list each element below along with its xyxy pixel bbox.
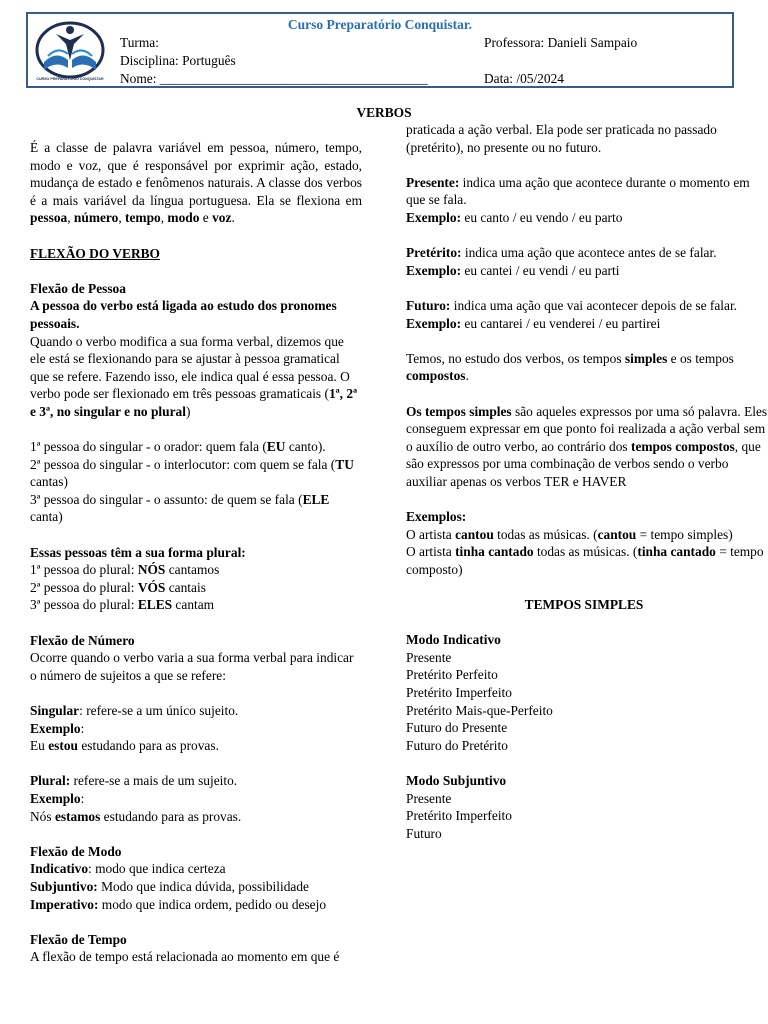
- example-composto-end: composto): [406, 561, 463, 577]
- modo-imperativo: Imperativo: modo que indica ordem, pedido ou desejo: [30, 896, 327, 912]
- subject-field: Disciplina: Português: [120, 53, 236, 68]
- pessoa-2-plural: 2ª pessoa do plural: VÓS cantais: [30, 579, 206, 595]
- section-heading-flexao: FLEXÃO DO VERBO: [30, 245, 160, 261]
- heading-modo-indicativo: Modo Indicativo: [406, 632, 501, 648]
- presente-example: Exemplo: eu canto / eu vendo / eu parto: [406, 209, 623, 225]
- examples-label: Exemplos:: [406, 509, 467, 525]
- futuro-example: Exemplo: eu cantarei / eu venderei / eu partirei: [406, 315, 661, 331]
- heading-modo-subjuntivo: Modo Subjuntivo: [406, 772, 507, 788]
- list-item: Pretérito Mais-que-Perfeito: [406, 702, 553, 718]
- list-item: Pretérito Imperfeito: [406, 808, 512, 824]
- tempo-text: A flexão de tempo está relacionada ao momento em que é: [30, 949, 340, 965]
- pessoa-3-singular: 3ª pessoa do singular - o assunto: de quem se fala (ELE canta): [30, 491, 330, 525]
- modo-indicativo: Indicativo: modo que indica certeza: [30, 861, 226, 877]
- singular-def: Singular: refere-se a um único sujeito.: [30, 703, 239, 718]
- pessoa-bold: A pessoa do verbo está ligada ao estudo dos pronomes pessoais.: [30, 298, 337, 331]
- preterito-def: Pretérito: indica uma ação que acontece antes de se falar.: [406, 245, 717, 261]
- numero-text: Ocorre quando o verbo varia a sua forma verbal para indicar o número de sujeitos a que se refere:: [30, 650, 354, 683]
- preterito-example: Exemplo: eu cantei / eu vendi / eu parti: [406, 262, 620, 278]
- pessoa-2-singular: 2ª pessoa do singular - o interlocutor: com quem se fala (TU cantas): [30, 456, 354, 490]
- right-column: [406, 121, 768, 842]
- turma-field: Turma:: [120, 35, 159, 50]
- list-item: Presente: [406, 790, 452, 806]
- plural-def: Plural: refere-se a mais de um sujeito.: [30, 773, 238, 789]
- futuro-def: Futuro: indica uma ação que vai acontecer depois de se falar.: [406, 297, 738, 313]
- tempos-simples-def: Os tempos simples são aqueles expressos por uma só palavra. Eles conseguem expressar em que ponto foi realizada a ação verbal sem o auxílio de outro verbo, ao contrário dos tempos compostos, que são expressos por uma combinação de verbos sendo o verbo auxiliar apenas os verbos TER e HAVER: [406, 403, 768, 489]
- pessoa-3-plural: 3ª pessoa do plural: ELES cantam: [30, 597, 215, 613]
- tempo-continued: praticada a ação verbal. Ela pode ser praticada no passado (pretérito), no presente ou no futuro.: [406, 122, 717, 155]
- plural-example: Nós estamos estudando para as provas.: [30, 808, 242, 824]
- date-field: Data: /05/2024: [484, 71, 564, 86]
- list-item: Pretérito Perfeito: [406, 667, 498, 683]
- heading-modo: Flexão de Modo: [30, 843, 122, 859]
- pessoa-1-plural: 1ª pessoa do plural: NÓS cantamos: [30, 562, 220, 578]
- list-item: Futuro do Presente: [406, 720, 508, 736]
- example-composto: O artista tinha cantado todas as músicas. (tinha cantado = tempo: [406, 544, 764, 560]
- modo-subjuntivo: Subjuntivo: Modo que indica dúvida, possibilidade: [30, 878, 309, 894]
- school-name: Curso Preparatório Conquistar.: [287, 17, 473, 32]
- heading-tempos-simples: TEMPOS SIMPLES: [524, 597, 644, 613]
- teacher-field: Professora: Danieli Sampaio: [484, 35, 638, 50]
- logo-lettering: CURSO PREPARATÓRIO CONQUISTAR: [36, 77, 104, 81]
- heading-tempo: Flexão de Tempo: [30, 931, 127, 947]
- heading-numero: Flexão de Número: [30, 632, 135, 648]
- name-field: Nome: ________________________________________: [120, 71, 428, 86]
- document-header: [26, 12, 734, 88]
- left-column: [30, 139, 362, 966]
- list-item: Futuro: [406, 825, 442, 841]
- plural-example-label: Exemplo:: [30, 790, 85, 806]
- heading-pessoa: Flexão de Pessoa: [30, 280, 126, 296]
- singular-example-label: Exemplo:: [30, 720, 85, 736]
- pessoa-1-singular: 1ª pessoa do singular - o orador: quem fala (EU canto).: [30, 439, 326, 455]
- list-item: Presente: [406, 649, 452, 665]
- pessoa-text: Quando o verbo modifica a sua forma verbal, dizemos que ele está se flexionando para se ajustar à pessoa gramatical que se refere. Fazendo isso, ele indica qual é essa pessoa. O verbo pode ser flexionado em três pessoas gramaticais (1ª, 2ª e 3ª, no singular e no plural): [30, 333, 358, 419]
- heading-plural-forms: Essas pessoas têm a sua forma plural:: [30, 544, 246, 560]
- example-simple: O artista cantou todas as músicas. (cantou = tempo simples): [406, 526, 733, 542]
- tempos-intro: Temos, no estudo dos verbos, os tempos simples e os tempos compostos.: [406, 350, 734, 384]
- list-item: Pretérito Imperfeito: [406, 685, 512, 700]
- intro-paragraph: É a classe de palavra variável em pessoa, número, tempo, modo e voz, que é responsável por exprimir ação, estado, mudança de estado e fenômenos naturais. A classe dos verbos é a mais variável da língua portuguesa. Ela se flexiona em pessoa, número, tempo, modo e voz.: [30, 140, 362, 226]
- list-item: Futuro do Pretérito: [406, 737, 508, 753]
- singular-example: Eu estou estudando para as provas.: [30, 738, 219, 754]
- presente-def: Presente: indica uma ação que acontece durante o momento em que se fala.: [406, 174, 750, 208]
- page-title: VERBOS: [356, 105, 412, 120]
